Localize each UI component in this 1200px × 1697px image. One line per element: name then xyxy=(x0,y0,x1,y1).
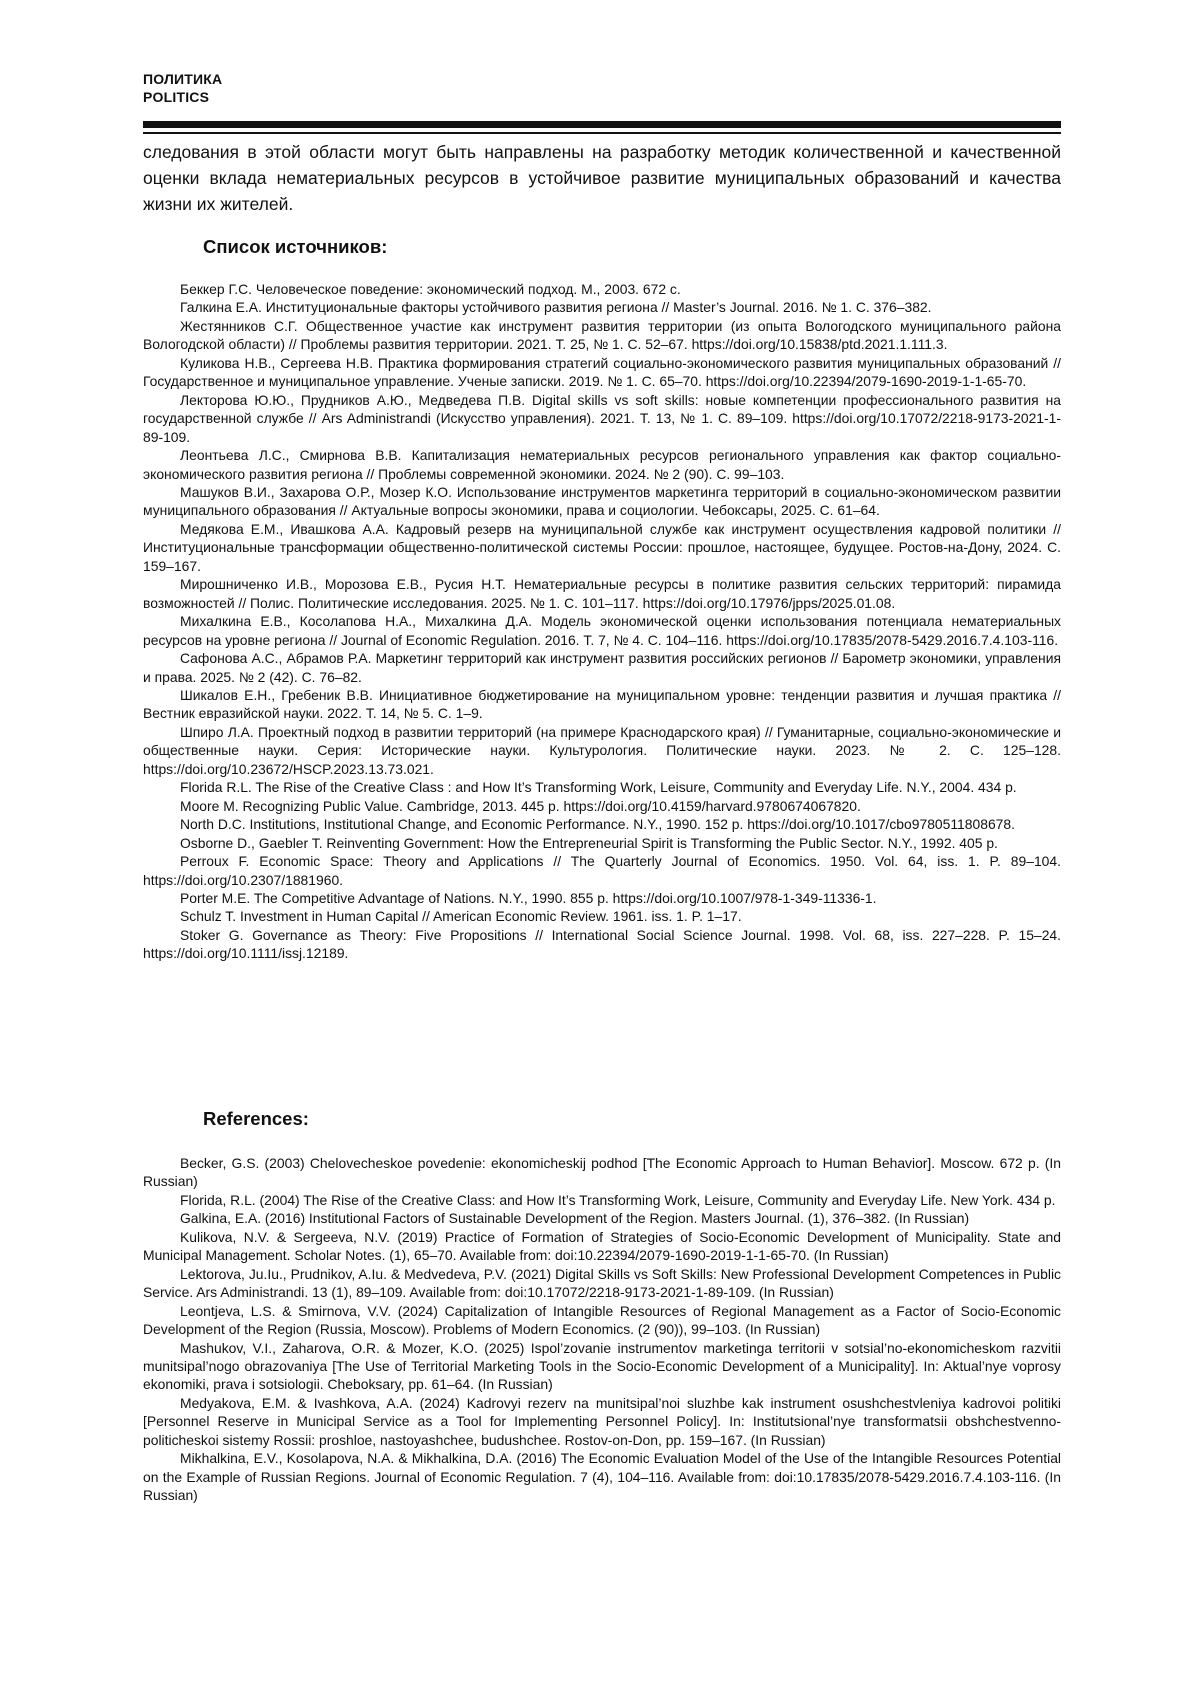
reference-entry: Mashukov, V.I., Zaharova, O.R. & Mozer, K.O. (2025) Ispol’zovanie instrumentov marketinga territorii v sotsial’no-ekonomicheskom razvitii munitsipal’nogo obrazovaniya [The Use of Territorial Marketing Tools in the Socio-Economic Development of a Municipality]. In: Aktual’nye voprosy ekonomiki, prava i sotsiologii. Cheboksary, pp. 61–64. (In Russian) xyxy=(143,1339,1061,1393)
source-entry: Мирошниченко И.В., Морозова Е.В., Русия Н.Т. Нематериальные ресурсы в политике развития сельских территорий: пирамида возможностей // Полис. Политические исследования. 2025. № 1. С. 101–117. https://doi.org/10.17976/jpps/2025.01.08. xyxy=(143,576,1061,611)
source-entry: Florida R.L. The Rise of the Creative Class : and How It’s Transforming Work, Leisure, Community and Everyday Life. N.Y., 2004. 434 p. xyxy=(180,779,1017,796)
source-entry: Жестянников С.Г. Общественное участие как инструмент развития территории (из опыта Вологодского муниципального района Вологодской области) // Проблемы развития территории. 2021. Т. 25, № 1. С. 52–67. https://doi.org/10.15838/ptd.2021.1.111.3. xyxy=(143,317,1061,353)
sources-list xyxy=(143,280,1061,963)
reference-entry: Florida, R.L. (2004) The Rise of the Creative Class: and How It’s Transforming Work, Leisure, Community and Everyday Life. New York. 434 p. xyxy=(180,1191,1056,1208)
source-entry: Moore M. Recognizing Public Value. Cambridge, 2013. 445 p. https://doi.org/10.4159/harvard.9780674067820. xyxy=(180,797,861,814)
source-entry: Галкина Е.А. Институциональные факторы устойчивого развития региона // Master’s Journal. 2016. № 1. С. 376–382. xyxy=(180,299,932,316)
intro-paragraph: следования в этой области могут быть направлены на разработку методик количественной и качественной оценки вклада нематериальных ресурсов в устойчивое развитие муниципальных образований и качества жизни их жителей. xyxy=(143,142,1061,214)
source-entry: Шпиро Л.А. Проектный подход в развитии территорий (на примере Краснодарского края) // Гуманитарные, социально-экономические и общественные науки. Серия: Исторические науки. Культурология. Политические науки. 2023. № 2. С. 125–128. https://doi.org/10.23672/HSCP.2023.13.73.021. xyxy=(143,723,1061,777)
source-entry: Osborne D., Gaebler T. Reinventing Government: How the Entrepreneurial Spirit is Transforming the Public Sector. N.Y., 1992. 405 p. xyxy=(180,834,998,851)
source-entry: Медякова Е.М., Ивашкова А.А. Кадровый резерв на муниципальной службе как инструмент осуществления кадровой политики // Институциональные трансформации общественно-политической системы России: прошлое, настоящее, будущее. Ростов-на-Дону, 2024. С. 159–167. xyxy=(143,520,1061,574)
reference-entry: Lektorova, Ju.Iu., Prudnikov, A.Iu. & Medvedeva, P.V. (2021) Digital Skills vs Soft Skills: New Professional Development Competences in Public Service. Ars Administrandi. 13 (1), 89–109. Available from: doi:10.17072/2218-9173-2021-1-89-109. (In Russian) xyxy=(143,1265,1061,1301)
reference-entry: Galkina, E.A. (2016) Institutional Factors of Sustainable Development of the Region. Masters Journal. (1), 376–382. (In Russian) xyxy=(180,1210,970,1227)
reference-entry: Becker, G.S. (2003) Chelovecheskoe povedenie: ekonomicheskij podhod [The Economic Approach to Human Behavior]. Moscow. 672 p. (In Russian) xyxy=(143,1155,1061,1190)
running-header xyxy=(143,70,222,106)
source-entry: Беккер Г.С. Человеческое поведение: экономический подход. М., 2003. 672 с. xyxy=(180,281,681,297)
source-entry: Куликова Н.В., Сергеева Н.В. Практика формирования стратегий социально-экономического развития муниципальных образований // Государственное и муниципальное управление. Ученые записки. 2019. № 1. С. 65–70. https://doi.org/10.22394/2079-1690-2019-1-1-65-70. xyxy=(143,354,1061,390)
source-entry: Schulz T. Investment in Human Capital // American Economic Review. 1961. iss. 1. P. 1–17. xyxy=(180,908,742,925)
source-entry: North D.C. Institutions, Institutional Change, and Economic Performance. N.Y., 1990. 152 p. https://doi.org/10.1017/cbo9780511808678. xyxy=(180,816,1015,833)
section-title-en: POLITICS xyxy=(143,89,210,105)
source-entry: Леонтьева Л.С., Смирнова В.В. Капитализация нематериальных ресурсов регионального управления как фактор социально-экономического развития региона // Проблемы современной экономики. 2024. № 2 (90). С. 99–103. xyxy=(143,447,1061,482)
source-entry: Машуков В.И., Захарова О.Р., Мозер К.О. Использование инструментов маркетинга территорий в социально-экономическом развитии муниципального образования // Актуальные вопросы экономики, права и социологии. Чебоксары, 2025. С. 61–64. xyxy=(143,483,1061,519)
reference-entry: Kulikova, N.V. & Sergeeva, N.V. (2019) Practice of Formation of Strategies of Socio-Economic Development of Municipality. State and Municipal Management. Scholar Notes. (1), 65–70. Available from: doi:10.22394/2079-1690-2019-1-1-65-70. (In Russian) xyxy=(143,1228,1061,1264)
header-rule-thick xyxy=(143,121,1061,128)
source-entry: Porter M.E. The Competitive Advantage of Nations. N.Y., 1990. 855 p. https://doi.org/10.1007/978-1-349-11336-1. xyxy=(180,889,877,906)
sources-heading: Список источников: xyxy=(203,236,388,257)
reference-entry: Leontjeva, L.S. & Smirnova, V.V. (2024) Capitalization of Intangible Resources of Regional Management as a Factor of Socio-Economic Development of the Region (Russia, Moscow). Problems of Modern Economics. (2 (90)), 99–103. (In Russian) xyxy=(143,1302,1061,1338)
reference-entry: Medyakova, E.M. & Ivashkova, A.A. (2024) Kadrovyi rezerv na munitsipal’noi sluzhbe kak instrument osushchestvleniya kadrovoi politiki [Personnel Reserve in Municipal Service as a Tool for Implementing Personnel Policy]. In: Institutsional’nye transformatsii obshchestvenno-politicheskoi sistemy Rossii: proshloe, nastoyashchee, budushchee. Rostov-on-Don, pp. 159–167. (In Russian) xyxy=(143,1394,1061,1448)
references-heading: References: xyxy=(203,1108,309,1129)
source-entry: Михалкина Е.В., Косолапова Н.А., Михалкина Д.А. Модель экономической оценки использования потенциала нематериальных ресурсов на уровне региона // Journal of Economic Regulation. 2016. Т. 7, № 4. С. 104–116. https://doi.org/10.17835/2078-5429.2016.7.4.103-116. xyxy=(143,613,1061,648)
source-entry: Сафонова А.С., Абрамов Р.А. Маркетинг территорий как инструмент развития российских регионов // Барометр экономики, управления и права. 2025. № 2 (42). С. 76–82. xyxy=(143,650,1061,685)
source-entry: Шикалов Е.Н., Гребеник В.В. Инициативное бюджетирование на муниципальном уровне: тенденции развития и лучшая практика // Вестник евразийской науки. 2022. Т. 14, № 5. С. 1–9. xyxy=(143,686,1061,722)
section-title-ru: ПОЛИТИКА xyxy=(143,71,223,87)
source-entry: Лекторова Ю.Ю., Прудников А.Ю., Медведева П.В. Digital skills vs soft skills: новые компетенции профессионального развития на государственной службе // Ars Administrandi (Искусство управления). 2021. Т. 13, № 1. С. 89–109. https://doi.org/10.17072/2218-9173-2021-1-89-109. xyxy=(143,391,1061,445)
source-entry: Stoker G. Governance as Theory: Five Propositions // International Social Science Journal. 1998. Vol. 68, iss. 227–228. P. 15–24. https://doi.org/10.1111/issj.12189. xyxy=(143,926,1061,962)
source-entry: Perroux F. Economic Space: Theory and Applications // The Quarterly Journal of Economics. 1950. Vol. 64, iss. 1. P. 89–104. https://doi.org/10.2307/1881960. xyxy=(143,853,1061,888)
header-rule-thin xyxy=(143,132,1061,134)
reference-entry: Mikhalkina, E.V., Kosolapova, N.A. & Mikhalkina, D.A. (2016) The Economic Evaluation Model of the Use of the Intangible Resources Potential on the Example of Russian Regions. Journal of Economic Regulation. 7 (4), 104–116. Available from: doi:10.17835/2078-5429.2016.7.4.103-116. (In Russian) xyxy=(143,1450,1061,1504)
references-list xyxy=(143,1154,1061,1505)
